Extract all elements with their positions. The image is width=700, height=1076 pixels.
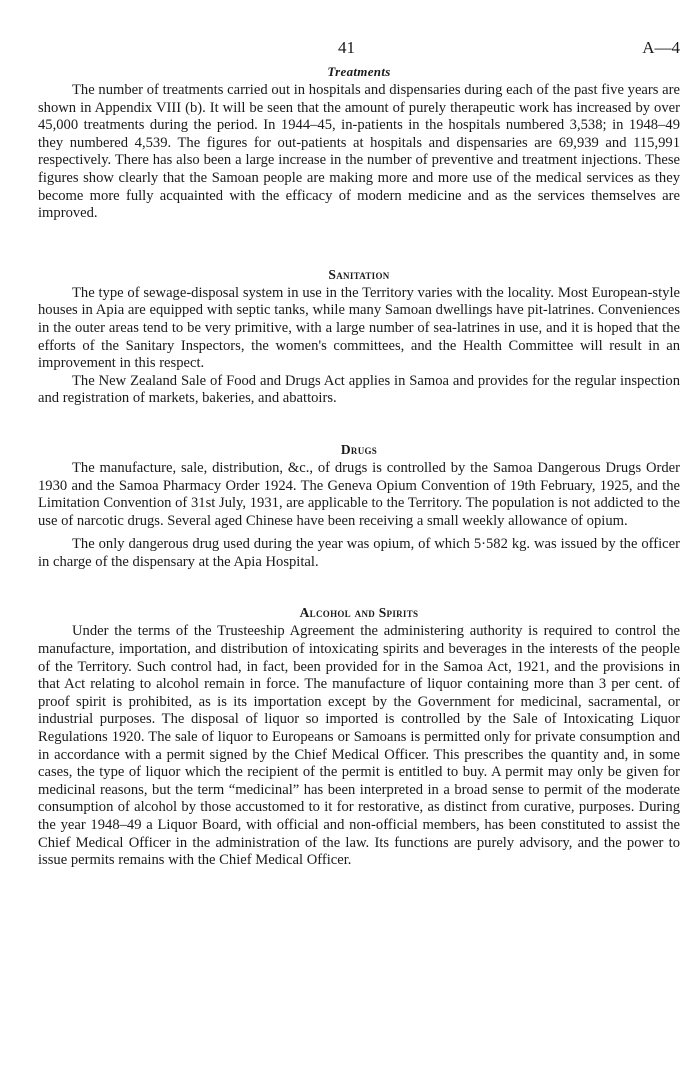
alcohol-paragraph-1: Under the terms of the Trusteeship Agreement the administering authority is required to control the manufacture, importation, and distribution of intoxicating spirits and beverages in the interests of the people of the Territory. Such control had, in fact, been provided for in the Samoa Act, 1921, and the provisions in that Act relating to alcohol remain in force. The manufacture of liquor containing more than 3 per cent. of proof spirit is prohibited, as is its importation except by the Government for medicinal, sacramental, or industrial purposes. The disposal of liquor so imported is controlled by the Sale of Intoxicating Liquor Regulations 1920. The sale of liquor to Europeans or Samoans is permitted only for private consumption and in accordance with a permit signed by the Chief Medical Officer. This prescribes the quantity and, in some cases, the type of liquor which the recipient of the permit is entitled to buy. A permit may only be given for medicinal reasons, but the term “medicinal” has been interpreted in a broad sense to permit of the moderate consumption of alcohol by those accustomed to it for restorative, as distinct from curative, purposes. During the year 1948–49 a Liquor Board, with official and non-official members, has been constituted to assist the Chief Medical Officer in the administration of the law. Its functions are purely advisory, and the power to issue permits remains with the Chief Medical Officer. [38, 623, 680, 869]
section-spacer [38, 571, 680, 605]
section-drugs [38, 442, 680, 572]
section-title-drugs: Drugs [340, 441, 378, 457]
document-page [38, 38, 680, 870]
section-spacer [38, 408, 680, 442]
section-spacer [38, 223, 680, 267]
section-title-treatments: Treatments [327, 64, 391, 79]
sanitation-paragraph-1: The type of sewage-disposal system in use in the Territory varies with the locality. Most European-style houses in Apia are equipped with septic tanks, while many Samoan dwellings have pit-latrines. Conveniences in the outer areas tend to be very primitive, with a large number of sea-latrines in use, and it is hoped that the efforts of the Sanitary Inspectors, the women's committees, and the Health Committee will result in an improvement in this respect. [38, 284, 680, 372]
sanitation-paragraph-2: The New Zealand Sale of Food and Drugs Act applies in Samoa and provides for the regular inspection and registration of markets, bakeries, and abattoirs. [38, 372, 680, 407]
section-title-alcohol-and-spirits: Alcohol and Spirits [299, 605, 419, 621]
treatments-paragraph-1: The number of treatments carried out in hospitals and dispensaries during each of the past five years are shown in Appendix VIII (b). It will be seen that the amount of purely therapeutic work has increased by over 45,000 treatments during the period. In 1944–45, in-patients in the hospitals numbered 3,538; in 1948–49 they numbered 4,539. The figures for out-patients at hospitals and dispensaries are 69,939 and 115,991 respectively. There has also been a large increase in the number of preventive and treatment injections. These figures show clearly that the Samoan people are making more and more use of the medical services as they become more fully acquainted with the efficacy of modern medicine and as the services themselves are improved. [38, 82, 680, 222]
drugs-paragraph-1: The manufacture, sale, distribution, &c., of drugs is controlled by the Samoa Dangerous Drugs Order 1930 and the Samoa Pharmacy Order 1924. The Geneva Opium Convention of 19th February, 1925, and the Limitation Convention of 31st July, 1931, are applicable to the Territory. The population is not addicted to the use of narcotic drugs. Several aged Chinese have been receiving a small weekly allowance of opium. [38, 459, 680, 529]
section-treatments [38, 64, 680, 223]
section-alcohol-and-spirits [38, 605, 680, 869]
section-title-sanitation: Sanitation [328, 266, 390, 282]
section-sanitation [38, 267, 680, 408]
page-number: 41 [338, 38, 355, 57]
document-reference: A—4 [642, 38, 680, 57]
drugs-paragraph-2: The only dangerous drug used during the year was opium, of which 5·582 kg. was issued by the officer in charge of the dispensary at the Apia Hospital. [38, 536, 680, 570]
page-header [38, 38, 680, 62]
